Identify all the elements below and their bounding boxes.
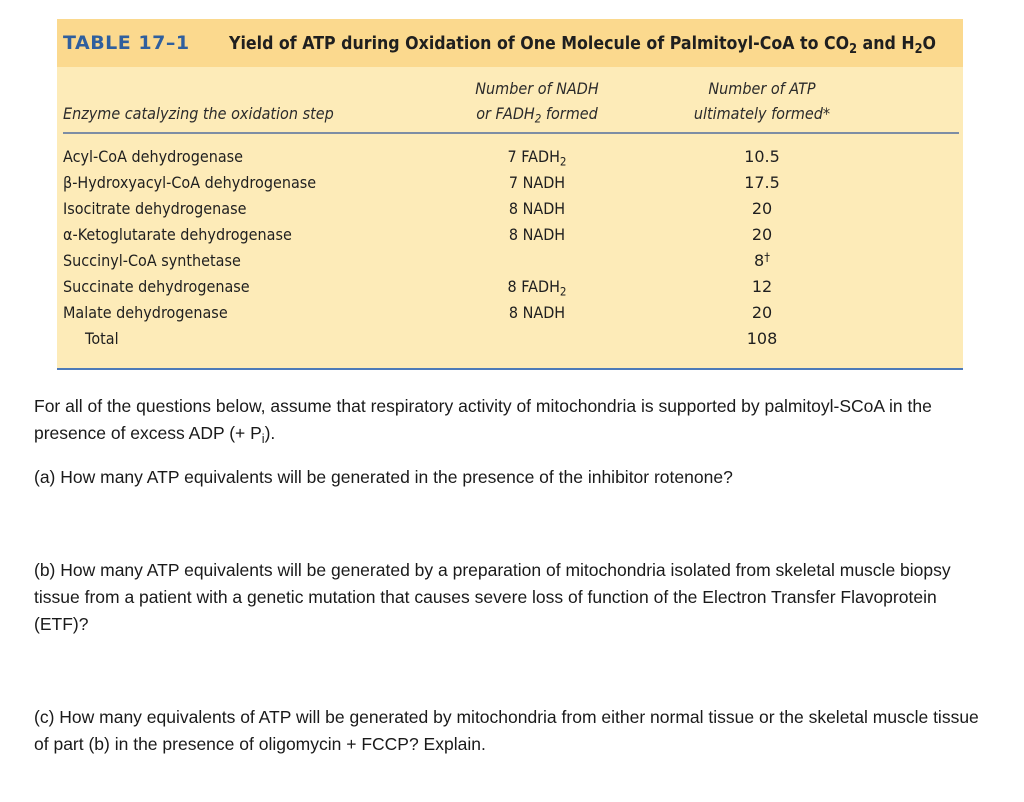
table-row: α-Ketoglutarate dehydrogenase 8 NADH 20 [63, 225, 773, 244]
table-row: Succinyl-CoA synthetase 8† [63, 249, 770, 270]
header-divider [63, 132, 959, 134]
column-header-enzyme: Enzyme catalyzing the oxidation step [63, 104, 334, 123]
total-label: Total [85, 329, 119, 348]
table-row: β-Hydroxyacyl-CoA dehydrogenase 7 NADH 17.5 [63, 173, 780, 192]
table-total-row [57, 326, 963, 352]
question-a: (a) How many ATP equivalents will be generated in the presence of the inhibitor rotenone? [34, 467, 733, 487]
intro-paragraph: For all of the questions below, assume that respiratory activity of mitochondria is supported by palmitoyl-SCoA in the presence of excess ADP (+ $P_i$). [34, 396, 932, 446]
question-b: (b) How many ATP equivalents will be generated by a preparation of mitochondria isolated from skeletal muscle biopsy tissue from a patient with a genetic mutation that causes severe loss of function of the Electron Transfer Flavoprotein (ETF)? [34, 560, 951, 634]
column-header-atp: Number of ATP ultimately formed* [693, 79, 831, 123]
table-header-band [57, 19, 963, 67]
table-row: Acyl-CoA dehydrogenase 7 $FADH_2$ 10.5 [63, 147, 780, 169]
question-c: (c) How many equivalents of ATP will be generated by mitochondria from either normal tissue or the skeletal muscle tissue of part (b) in the presence of oligomycin + FCCP? Explain. [34, 707, 979, 754]
total-value: 108 [746, 329, 778, 348]
column-header-nadh: Number of NADH or $FADH_2$ formed [475, 79, 599, 126]
table-row: Malate dehydrogenase 8 NADH 20 [63, 303, 773, 322]
atp-yield-table [57, 19, 963, 370]
table-title: Yield of ATP during Oxidation of One Molecule of Palmitoyl-CoA to $CO_2$ and $H_2O$ [229, 33, 937, 57]
table-row: Succinate dehydrogenase 8 $FADH_2$ 12 [63, 277, 773, 299]
table-label: TABLE 17–1 [63, 32, 190, 54]
table-row: Isocitrate dehydrogenase 8 NADH 20 [63, 199, 773, 218]
